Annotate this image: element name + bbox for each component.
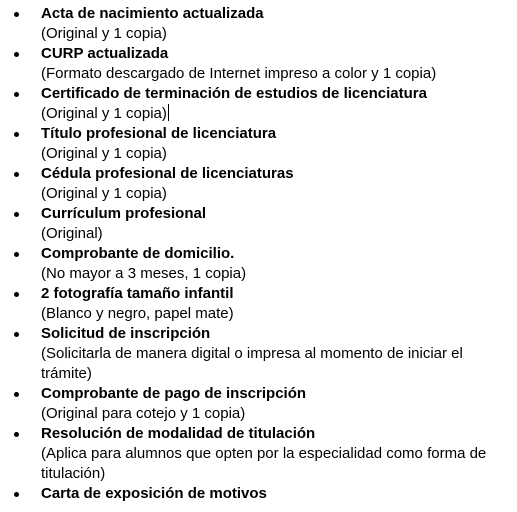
requirement-title: Resolución de modalidad de titulación (41, 425, 316, 442)
bullet-icon (14, 432, 19, 437)
requirements-list (0, 4, 517, 504)
list-item (0, 124, 517, 164)
bullet-icon (14, 12, 19, 17)
list-item (0, 84, 517, 124)
requirement-note: (Solicitarla de manera digital o impresa al momento de iniciar el trámite) (41, 345, 463, 382)
document-body (0, 4, 517, 504)
requirement-title: 2 fotografía tamaño infantil (41, 285, 234, 302)
bullet-icon (14, 132, 19, 137)
requirement-title: Cédula profesional de licenciaturas (41, 165, 294, 182)
list-item (0, 384, 517, 424)
requirement-title: Título profesional de licenciatura (41, 125, 277, 142)
bullet-icon (14, 392, 19, 397)
requirement-note: (Original) (41, 225, 103, 242)
list-item (0, 284, 517, 324)
requirement-title: Comprobante de pago de inscripción (41, 385, 307, 402)
list-item (0, 424, 517, 484)
requirement-note: (Original para cotejo y 1 copia) (41, 405, 246, 422)
requirement-note: (No mayor a 3 meses, 1 copia) (41, 265, 247, 282)
text-cursor (168, 104, 169, 121)
requirement-title: CURP actualizada (41, 45, 169, 62)
bullet-icon (14, 252, 19, 257)
bullet-icon (14, 52, 19, 57)
requirement-note: (Aplica para alumnos que opten por la especialidad como forma de titulación) (41, 445, 487, 482)
requirement-note: (Original y 1 copia) (41, 145, 167, 162)
list-item (0, 204, 517, 244)
requirement-title: Currículum profesional (41, 205, 207, 222)
bullet-icon (14, 332, 19, 337)
requirement-title: Carta de exposición de motivos (41, 485, 267, 502)
list-item (0, 484, 517, 504)
list-item (0, 44, 517, 84)
list-item (0, 164, 517, 204)
requirement-title: Comprobante de domicilio. (41, 245, 235, 262)
bullet-icon (14, 92, 19, 97)
requirement-title: Solicitud de inscripción (41, 325, 211, 342)
requirement-note: (Original y 1 copia) (41, 105, 167, 122)
bullet-icon (14, 212, 19, 217)
requirement-note: (Formato descargado de Internet impreso a color y 1 copia) (41, 65, 437, 82)
requirement-title: Certificado de terminación de estudios de licenciatura (41, 85, 427, 102)
bullet-icon (14, 292, 19, 297)
requirement-note-with-cursor[interactable] (41, 104, 517, 124)
list-item (0, 244, 517, 284)
list-item (0, 324, 517, 384)
requirement-note: (Original y 1 copia) (41, 25, 167, 42)
bullet-icon (14, 492, 19, 497)
requirement-title: Acta de nacimiento actualizada (41, 5, 264, 22)
requirement-note: (Blanco y negro, papel mate) (41, 305, 234, 322)
list-item (0, 4, 517, 44)
requirement-note: (Original y 1 copia) (41, 185, 167, 202)
bullet-icon (14, 172, 19, 177)
